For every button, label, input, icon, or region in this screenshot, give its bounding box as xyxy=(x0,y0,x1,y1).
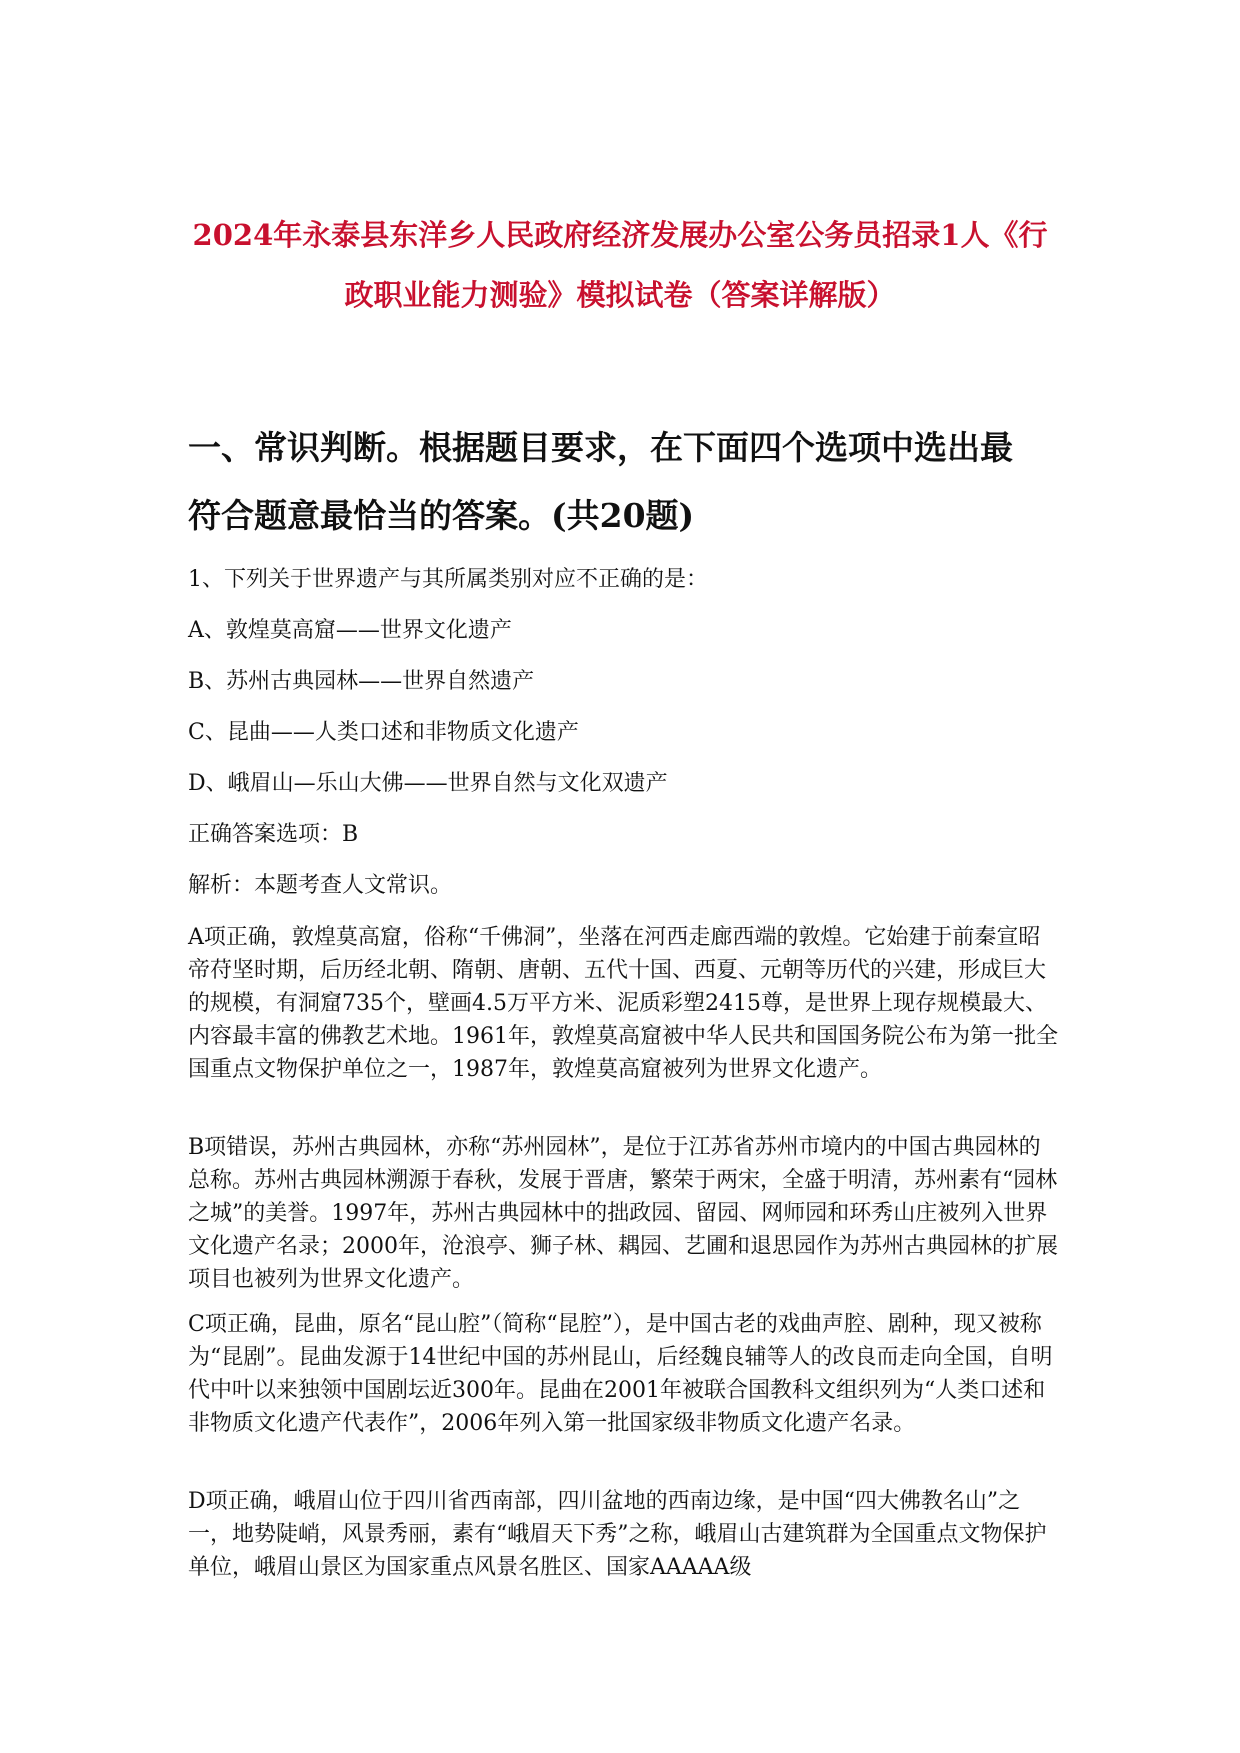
section-heading-line-1: 一、常识判断。根据题目要求，在下面四个选项中选出最 xyxy=(188,428,1013,467)
option-c: C、昆曲——人类口述和非物质文化遗产 xyxy=(188,720,579,745)
section-heading-line-2: 符合题意最恰当的答案。(共20题) xyxy=(188,496,695,535)
question-stem: 1、下列关于世界遗产与其所属类别对应不正确的是： xyxy=(188,567,708,592)
analysis-paragraph-c: C项正确，昆曲，原名“昆山腔”（简称“昆腔”），是中国古老的戏曲声腔、剧种，现又被称为“昆剧”。昆曲发源于14世纪中国的苏州昆山，后经魏良辅等人的改良而走向全国，自明代中叶以来独领中国剧坛近300年。昆曲在2001年被联合国教科文组织列为“人类口述和非物质文化遗产代表作”，2006年列入第一批国家级非物质文化遗产名录。 xyxy=(188,1312,1053,1436)
section-heading xyxy=(188,414,1068,550)
correct-answer: 正确答案选项：B xyxy=(188,822,359,847)
analysis-paragraph-a: A项正确，敦煌莫高窟，俗称“千佛洞”，坐落在河西走廊西端的敦煌。它始建于前秦宣昭帝苻坚时期，后历经北朝、隋朝、唐朝、五代十国、西夏、元朝等历代的兴建，形成巨大的规模，有洞窟735个，壁画4.5万平方米、泥质彩塑2415尊，是世界上现存规模最大、内容最丰富的佛教艺术地。1961年，敦煌莫高窟被中华人民共和国国务院公布为第一批全国重点文物保护单位之一，1987年，敦煌莫高窟被列为世界文化遗产。 xyxy=(188,925,1058,1082)
option-d: D、峨眉山—乐山大佛——世界自然与文化双遗产 xyxy=(188,771,668,796)
analysis-intro: 解析：本题考查人文常识。 xyxy=(188,873,453,898)
option-b: B、苏州古典园林——世界自然遗产 xyxy=(188,669,535,694)
analysis-paragraph-d: D项正确，峨眉山位于四川省西南部，四川盆地的西南边缘，是中国“四大佛教名山”之一，地势陡峭，风景秀丽，素有“峨眉天下秀”之称，峨眉山古建筑群为全国重点文物保护单位，峨眉山景区为国家重点风景名胜区、国家AAAAA级 xyxy=(188,1489,1047,1580)
option-a: A、敦煌莫高窟——世界文化遗产 xyxy=(188,618,512,643)
document-title-line-2: 政职业能力测验》模拟试卷（答案详解版） xyxy=(344,278,896,312)
analysis-paragraph-b: B项错误，苏州古典园林，亦称“苏州园林”，是位于江苏省苏州市境内的中国古典园林的总称。苏州古典园林溯源于春秋，发展于晋唐，繁荣于两宋，全盛于明清，苏州素有“园林之城”的美誉。1997年，苏州古典园林中的拙政园、留园、网师园和环秀山庄被列入世界文化遗产名录；2000年，沧浪亭、狮子林、耦园、艺圃和退思园作为苏州古典园林的扩展项目也被列为世界文化遗产。 xyxy=(188,1135,1058,1292)
document-title xyxy=(160,205,1080,325)
document-title-line-1: 2024年永泰县东洋乡人民政府经济发展办公室公务员招录1人《行 xyxy=(192,218,1048,252)
